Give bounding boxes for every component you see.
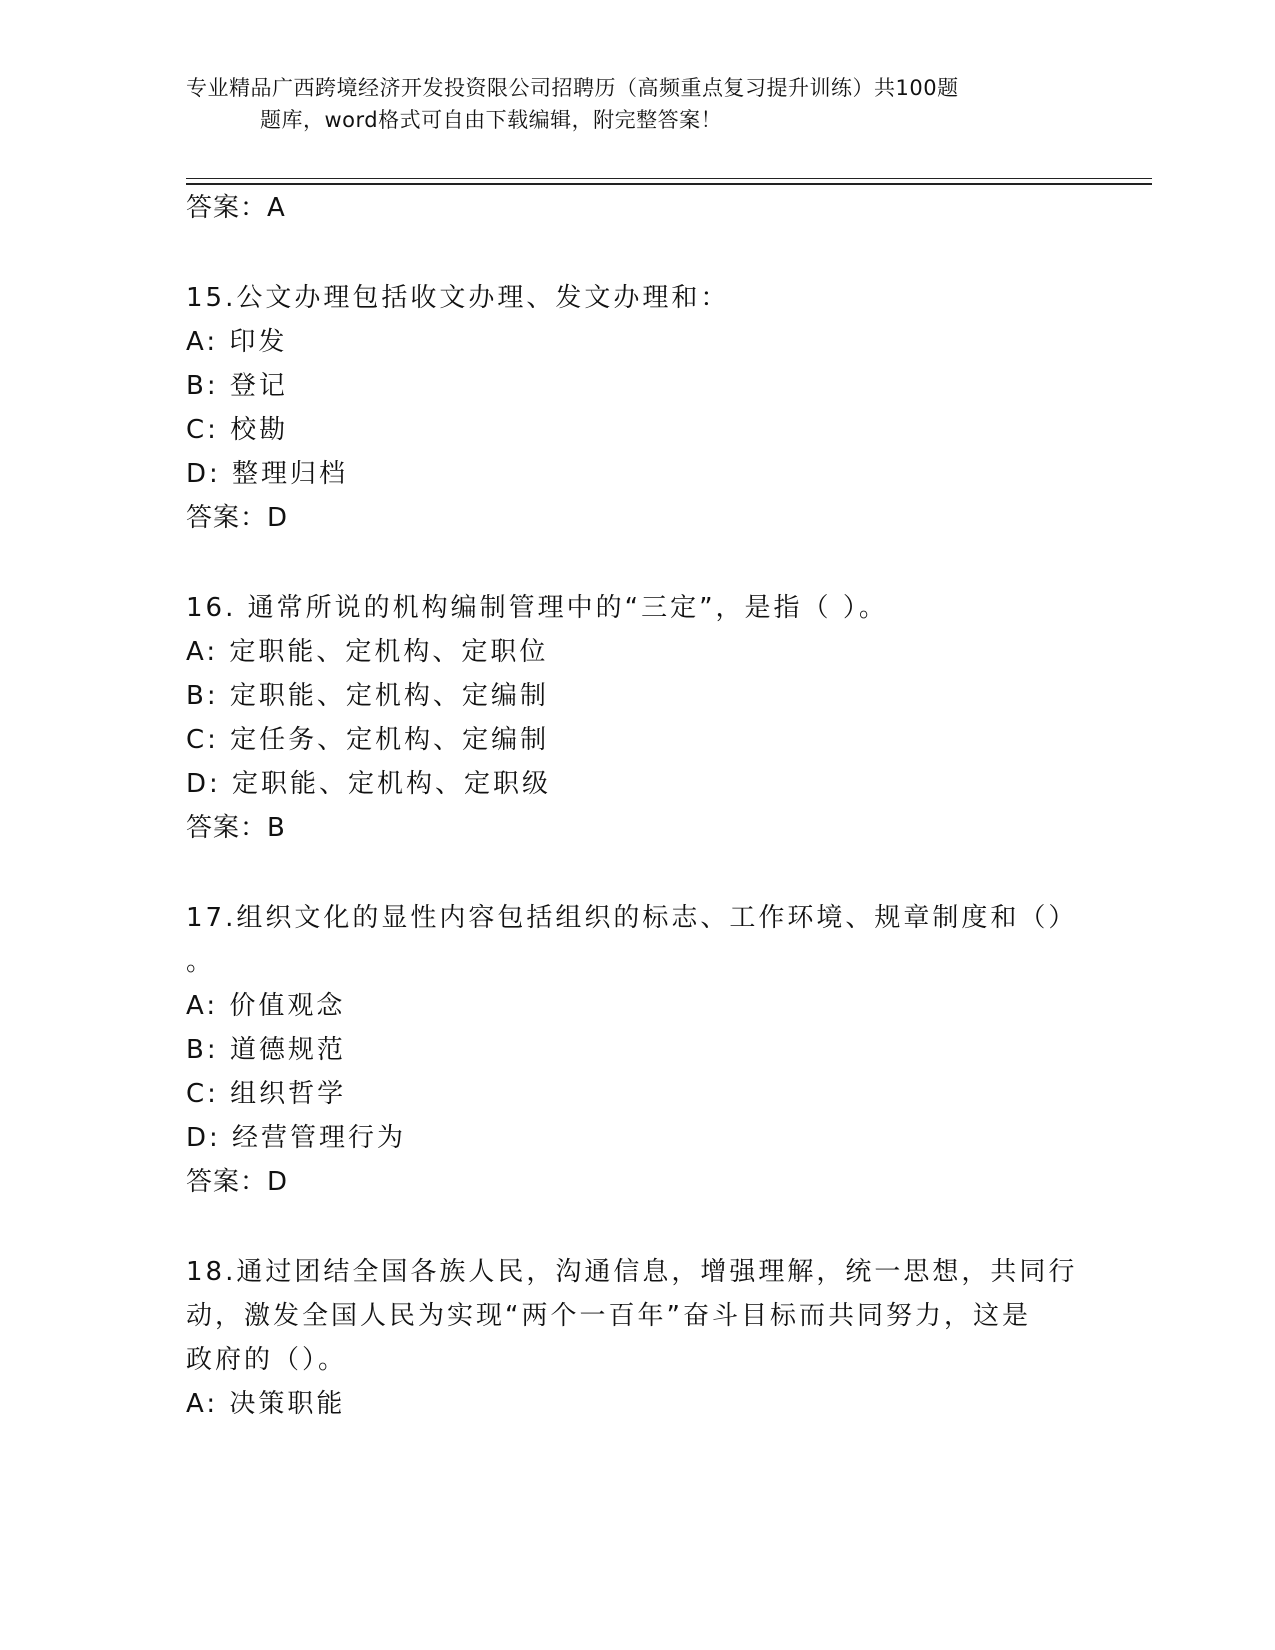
option-b: B: 登记	[186, 371, 288, 401]
question-stem-continued: 动，激发全国人民为实现“两个一百年”奋斗目标而共同努力，这是	[186, 1301, 1031, 1331]
option-d: D: 经营管理行为	[186, 1123, 407, 1153]
option-c: C: 校勘	[186, 415, 289, 445]
option-b: B: 道德规范	[186, 1035, 346, 1065]
header-divider-thick	[186, 183, 1152, 185]
question-stem-continued: 政府的（）。	[186, 1345, 348, 1375]
option-c: C: 组织哲学	[186, 1079, 347, 1109]
document-header	[186, 72, 1086, 136]
answer-line: 答案：B	[186, 813, 286, 843]
option-d: D: 整理归档	[186, 459, 349, 489]
option-c: C: 定任务、定机构、定编制	[186, 725, 550, 755]
question-stem: 17.组织文化的显性内容包括组织的标志、工作环境、规章制度和（）	[186, 903, 1078, 933]
answer-line: 答案：D	[186, 503, 289, 533]
option-a: A: 决策职能	[186, 1389, 346, 1419]
answer-line: 答案：A	[186, 193, 286, 223]
question-stem: 16. 通常所说的机构编制管理中的“三定”，是指（ ）。	[186, 593, 888, 623]
header-line-2: 题库，word格式可自由下载编辑，附完整答案！	[260, 108, 723, 132]
question-stem-continued: 。	[186, 947, 216, 977]
option-a: A: 价值观念	[186, 991, 346, 1021]
option-d: D: 定职能、定机构、定职级	[186, 769, 552, 799]
question-stem: 18.通过团结全国各族人民，沟通信息，增强理解，统一思想，共同行	[186, 1257, 1078, 1287]
option-a: A: 定职能、定机构、定职位	[186, 637, 549, 667]
question-stem: 15.公文办理包括收文办理、发文办理和：	[186, 283, 730, 313]
header-divider-thin	[186, 178, 1152, 179]
option-b: B: 定职能、定机构、定编制	[186, 681, 549, 711]
answer-line: 答案：D	[186, 1167, 289, 1197]
option-a: A: 印发	[186, 327, 288, 357]
header-line-1: 专业精品广西跨境经济开发投资限公司招聘历（高频重点复习提升训练）共100题	[186, 76, 959, 100]
